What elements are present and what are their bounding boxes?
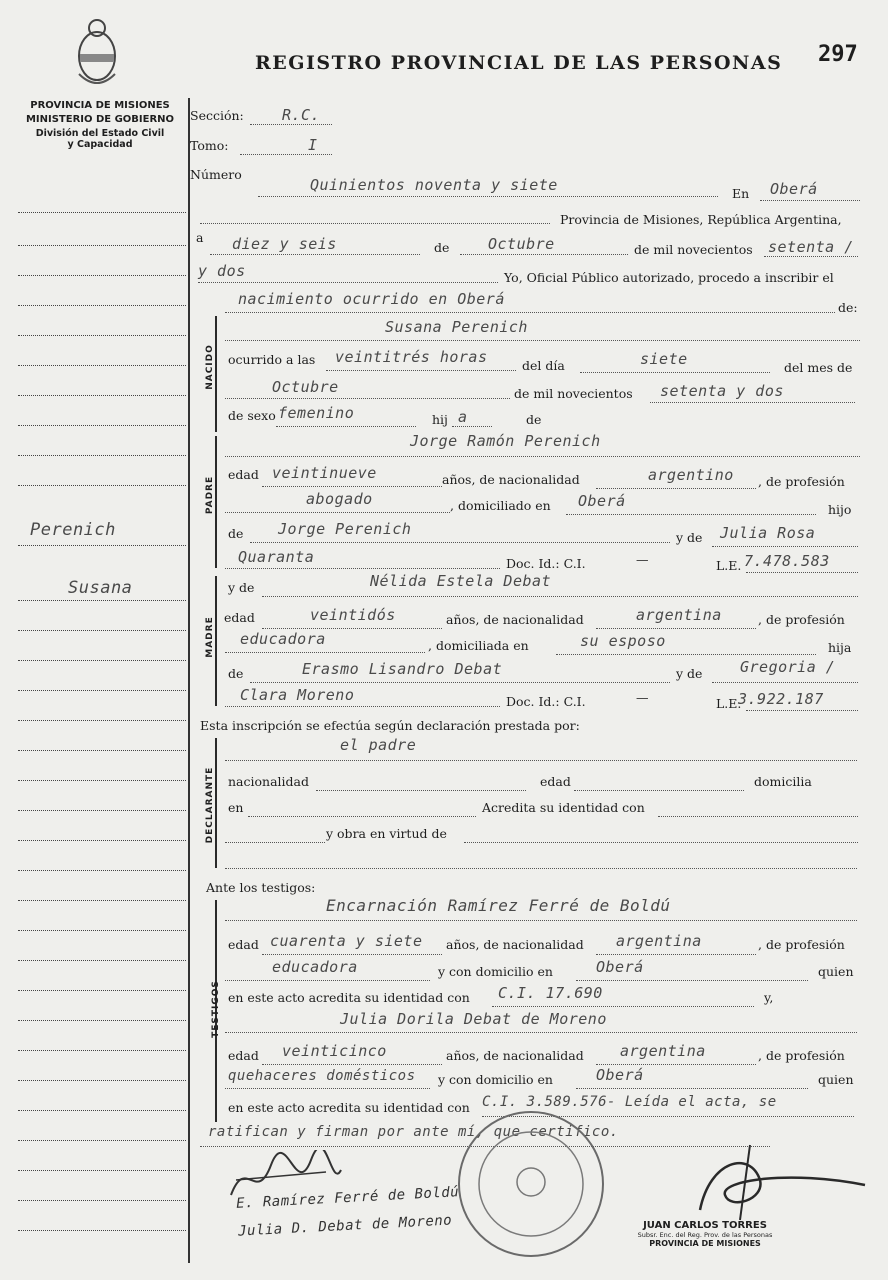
padre-le: 7.478.583 — [744, 552, 830, 570]
testigos-intro: Ante los testigos: — [206, 880, 316, 895]
numero-value: Quinientos noventa y siete — [310, 176, 558, 194]
seccion-value: R.C. — [282, 106, 321, 124]
madre-prof-label: , de profesión — [758, 612, 845, 627]
declarante-intro: Esta inscripción se efectúa según declaración prestada por: — [200, 718, 580, 733]
declarante-nac-line — [316, 790, 526, 791]
margin-line — [18, 245, 186, 246]
margin-line — [18, 930, 186, 931]
declarante-nombre-line — [225, 760, 857, 761]
margin-line — [18, 900, 186, 901]
del-mes-label: del mes de — [784, 360, 853, 375]
madre-nac-label: años, de nacionalidad — [446, 612, 584, 627]
t1-y-label: y, — [764, 990, 774, 1005]
margin-line — [18, 750, 186, 751]
madre-le: 3.922.187 — [738, 690, 824, 708]
margin-line — [18, 780, 186, 781]
madre-dom-label: , domiciliada en — [428, 638, 529, 653]
t2-prof-label: , de profesión — [758, 1048, 845, 1063]
padre-madre-cont-line — [225, 568, 500, 569]
official-signature-icon — [640, 1140, 870, 1230]
t2-nac-line — [596, 1064, 756, 1065]
nacido-label: NACIDO — [205, 344, 215, 390]
madre-y-de2-label: y de — [676, 666, 703, 681]
declarante-bar — [215, 738, 217, 868]
closing-text: ratifican y firman por ante mí, que certifico. — [208, 1124, 619, 1140]
padre-domicilio: Oberá — [578, 492, 626, 510]
margin-line — [18, 810, 186, 811]
official-stamp-icon — [446, 1104, 616, 1264]
t1-nombre-line — [225, 920, 857, 921]
madre-edad-line — [262, 628, 442, 629]
padre-nombre-line — [225, 456, 860, 457]
padre-nac-label: años, de nacionalidad — [442, 472, 580, 487]
declarante-obra-label: y obra en virtud de — [326, 826, 447, 841]
margin-line — [18, 1020, 186, 1021]
official-title: Subsr. Enc. del Reg. Prov. de las Personas — [637, 1231, 773, 1239]
en-line — [760, 200, 860, 201]
margin-line — [18, 335, 186, 336]
madre-prof-line — [225, 652, 425, 653]
testigos-label: TESTIGOS — [211, 980, 221, 1038]
t1-quien-label: quien — [818, 964, 854, 979]
margin-line — [18, 690, 186, 691]
madre-dom-line — [556, 654, 816, 655]
t1-nac-label: años, de nacionalidad — [446, 937, 584, 952]
padre-label: PADRE — [205, 475, 215, 515]
padre-doc-label: Doc. Id.: C.I. — [506, 556, 586, 571]
tomo-label: Tomo: — [190, 138, 229, 153]
t2-edad-label: edad — [228, 1048, 259, 1063]
t1-nac: argentina — [616, 932, 702, 950]
margin-line — [18, 1050, 186, 1051]
t2-nac: argentina — [620, 1042, 706, 1060]
nacido-nombre-line — [225, 340, 860, 341]
t1-nac-line — [596, 954, 756, 955]
madre-madre-cont-line — [225, 706, 500, 707]
dia-nac-value: siete — [640, 350, 688, 368]
padre-madre-cont: Quaranta — [238, 548, 315, 566]
official-province: PROVINCIA DE MISIONES — [649, 1239, 761, 1248]
declarante-nac-label: nacionalidad — [228, 774, 309, 789]
margin-line — [18, 1230, 186, 1231]
evento-line — [225, 312, 835, 313]
mes-nac-value: Octubre — [272, 378, 339, 396]
sexo-label: de sexo — [228, 408, 276, 423]
padre-dom-label: , domiciliado en — [450, 498, 551, 513]
en-label: En — [732, 186, 750, 201]
padre-madre-de: Julia Rosa — [720, 524, 816, 542]
numero-label: Número — [190, 167, 242, 182]
padre-edad-label: edad — [228, 467, 259, 482]
madre-nac-line — [596, 628, 756, 629]
hij-label: hij — [432, 412, 448, 427]
t2-prof: quehaceres domésticos — [228, 1068, 416, 1084]
margin-line — [18, 1200, 186, 1201]
hij-line — [452, 426, 492, 427]
padre-nombre: Jorge Ramón Perenich — [410, 432, 601, 450]
t1-acredita-label: en este acto acredita su identidad con — [228, 990, 470, 1005]
province-heading: PROVINCIA DE MISIONES — [30, 100, 170, 111]
dia-nac-line — [580, 372, 770, 373]
t2-dom-line — [576, 1088, 808, 1089]
declarante-nombre: el padre — [340, 736, 417, 754]
padre-le-line — [746, 572, 858, 573]
margin-line — [18, 720, 186, 721]
dia-line — [210, 254, 420, 255]
blank-line — [200, 223, 550, 224]
declarante-edad-label: edad — [540, 774, 571, 789]
a-label: a — [196, 230, 204, 245]
padre-madre-line — [712, 546, 858, 547]
t1-prof-label: , de profesión — [758, 937, 845, 952]
official-text: Yo, Oficial Público autorizado, procedo a inscribir el — [504, 270, 834, 285]
padre-y-de-label: y de — [676, 530, 703, 545]
t2-quien-label: quien — [818, 1072, 854, 1087]
nacido-bar — [215, 316, 217, 432]
madre-profesion: educadora — [240, 630, 326, 648]
page-number: 297 — [818, 42, 858, 67]
t1-prof-line — [225, 980, 430, 981]
t2-nac-label: años, de nacionalidad — [446, 1048, 584, 1063]
margin-line — [18, 990, 186, 991]
hora-value: veintitrés horas — [335, 348, 488, 366]
t1-edad-label: edad — [228, 937, 259, 952]
del-dia-label: del día — [522, 358, 565, 373]
madre-doc-dash: — — [636, 690, 649, 705]
padre-edad: veintinueve — [272, 464, 377, 482]
margin-line — [18, 960, 186, 961]
t2-doc: C.I. 3.589.576- Leída el acta, se — [482, 1094, 777, 1110]
madre-padre-de: Erasmo Lisandro Debat — [302, 660, 503, 678]
padre-bar — [215, 436, 217, 568]
madre-madre-cont: Clara Moreno — [240, 686, 355, 704]
anio-cont: y dos — [198, 262, 246, 280]
margin-line — [18, 630, 186, 631]
margin-line — [18, 1140, 186, 1141]
declarante-obra-line — [464, 842, 858, 843]
madre-bar — [215, 576, 217, 706]
t1-nombre: Encarnación Ramírez Ferré de Boldú — [326, 896, 671, 915]
anio-nac-label: de mil novecientos — [514, 386, 633, 401]
margin-line — [18, 600, 186, 601]
tomo-value: I — [308, 136, 318, 154]
madre-nacionalidad: argentina — [636, 606, 722, 624]
tomo-line — [240, 154, 332, 155]
mes-line — [460, 254, 628, 255]
margin-line — [18, 365, 186, 366]
t1-dom: Oberá — [596, 958, 644, 976]
declarante-en-label: en — [228, 800, 244, 815]
evento-value: nacimiento ocurrido en Oberá — [238, 290, 505, 308]
en-value: Oberá — [770, 180, 818, 198]
witness2-signature: Julia D. Debat de Moreno — [237, 1212, 453, 1240]
t2-nombre: Julia Dorila Debat de Moreno — [340, 1010, 607, 1028]
padre-doc-dash: — — [636, 552, 649, 567]
de-colon-label: de: — [838, 300, 858, 315]
padre-prof-line — [225, 512, 450, 513]
seccion-label: Sección: — [190, 108, 244, 123]
margin-line — [18, 275, 186, 276]
padre-nacionalidad: argentino — [648, 466, 734, 484]
madre-le-line — [746, 710, 858, 711]
margin-given-name: Susana — [68, 578, 133, 598]
t2-dom: Oberá — [596, 1066, 644, 1084]
madre-label: MADRE — [205, 616, 215, 658]
anio-nac-value: setenta y dos — [660, 382, 784, 400]
declarante-obra-pre-line — [225, 842, 325, 843]
margin-line — [18, 212, 186, 213]
margin-surname: Perenich — [30, 520, 116, 540]
anio-line — [764, 256, 858, 257]
padre-padre-de: Jorge Perenich — [278, 520, 412, 538]
seccion-line — [250, 124, 332, 125]
mes-value: Octubre — [488, 235, 555, 253]
t1-edad-line — [262, 954, 442, 955]
anio-cont-line — [198, 282, 498, 283]
dia-value: diez y seis — [232, 235, 337, 253]
margin-line — [18, 1110, 186, 1111]
ministry-heading: MINISTERIO DE GOBIERNO — [25, 114, 175, 125]
t2-nombre-line — [225, 1032, 857, 1033]
madre-padre-line — [250, 682, 670, 683]
t1-dom-label: y con domicilio en — [438, 964, 553, 979]
ocurrido-label: ocurrido a las — [228, 352, 316, 367]
padre-hijo-label: hijo — [828, 502, 852, 517]
madre-de-label: de — [228, 666, 244, 681]
province-line: Provincia de Misiones, República Argentina, — [560, 212, 842, 227]
madre-y-de-label: y de — [228, 580, 255, 595]
t2-dom-label: y con domicilio en — [438, 1072, 553, 1087]
numero-line — [258, 196, 718, 197]
margin-divider — [188, 98, 190, 1263]
madre-domicilio: su esposo — [580, 632, 666, 650]
declarante-acredita-line — [658, 816, 858, 817]
division-line1: División del Estado Civil — [35, 128, 165, 139]
madre-le-label: L.E. — [716, 696, 742, 711]
hij-suffix: a — [458, 408, 468, 426]
anio-label: de mil novecientos — [634, 242, 753, 257]
declarante-extra-line — [225, 868, 857, 869]
declarante-dom-label: domicilia — [754, 774, 812, 789]
margin-line — [18, 485, 186, 486]
declarante-label: DECLARANTE — [205, 766, 215, 844]
t2-acredita-label: en este acto acredita su identidad con — [228, 1100, 470, 1115]
margin-line — [18, 840, 186, 841]
document-title: REGISTRO PROVINCIAL DE LAS PERSONAS — [255, 52, 783, 74]
anio-nac-line — [650, 402, 855, 403]
margin-line — [18, 455, 186, 456]
margin-line — [18, 870, 186, 871]
anio-value: setenta / — [768, 238, 854, 256]
margin-line — [18, 425, 186, 426]
sexo-value: femenino — [278, 404, 355, 422]
padre-dom-line — [566, 514, 816, 515]
t1-doc: C.I. 17.690 — [498, 984, 603, 1002]
padre-le-label: L.E. — [716, 558, 742, 573]
padre-de-label: de — [228, 526, 244, 541]
padre-nac-line — [596, 488, 756, 489]
madre-madre-de: Gregoria / — [740, 658, 836, 676]
nacido-de-label: de — [526, 412, 542, 427]
madre-nombre-line — [262, 596, 858, 597]
t1-dom-line — [576, 980, 808, 981]
margin-line — [18, 660, 186, 661]
margin-line — [18, 1080, 186, 1081]
hora-line — [326, 370, 516, 371]
t1-doc-line — [492, 1006, 754, 1007]
t2-edad-line — [262, 1064, 442, 1065]
sexo-line — [276, 426, 416, 427]
madre-edad-label: edad — [224, 610, 255, 625]
padre-profesion: abogado — [306, 490, 373, 508]
padre-edad-line — [262, 486, 442, 487]
padre-prof-label: , de profesión — [758, 474, 845, 489]
declarante-acredita-label: Acredita su identidad con — [482, 800, 645, 815]
division-line2: y Capacidad — [67, 139, 133, 150]
margin-line — [18, 305, 186, 306]
t1-edad: cuarenta y siete — [270, 932, 423, 950]
coat-of-arms-icon — [72, 14, 122, 92]
nacido-nombre: Susana Perenich — [385, 318, 528, 336]
madre-edad: veintidós — [310, 606, 396, 624]
t1-prof: educadora — [272, 958, 358, 976]
madre-madre-line — [712, 682, 858, 683]
margin-line — [18, 395, 186, 396]
official-name: JUAN CARLOS TORRES — [643, 1220, 767, 1231]
de-label: de — [434, 240, 450, 255]
madre-doc-label: Doc. Id.: C.I. — [506, 694, 586, 709]
declarante-en-line — [248, 816, 476, 817]
t2-prof-line — [225, 1088, 430, 1089]
declarante-edad-line — [574, 790, 744, 791]
margin-line — [18, 1170, 186, 1171]
padre-padre-line — [250, 542, 670, 543]
mes-nac-line — [225, 398, 510, 399]
t2-edad: veinticinco — [282, 1042, 387, 1060]
madre-nombre: Nélida Estela Debat — [370, 572, 552, 590]
madre-hija-label: hija — [828, 640, 852, 655]
margin-line — [18, 545, 186, 546]
witness1-signature: E. Ramírez Ferré de Boldú — [235, 1184, 460, 1212]
